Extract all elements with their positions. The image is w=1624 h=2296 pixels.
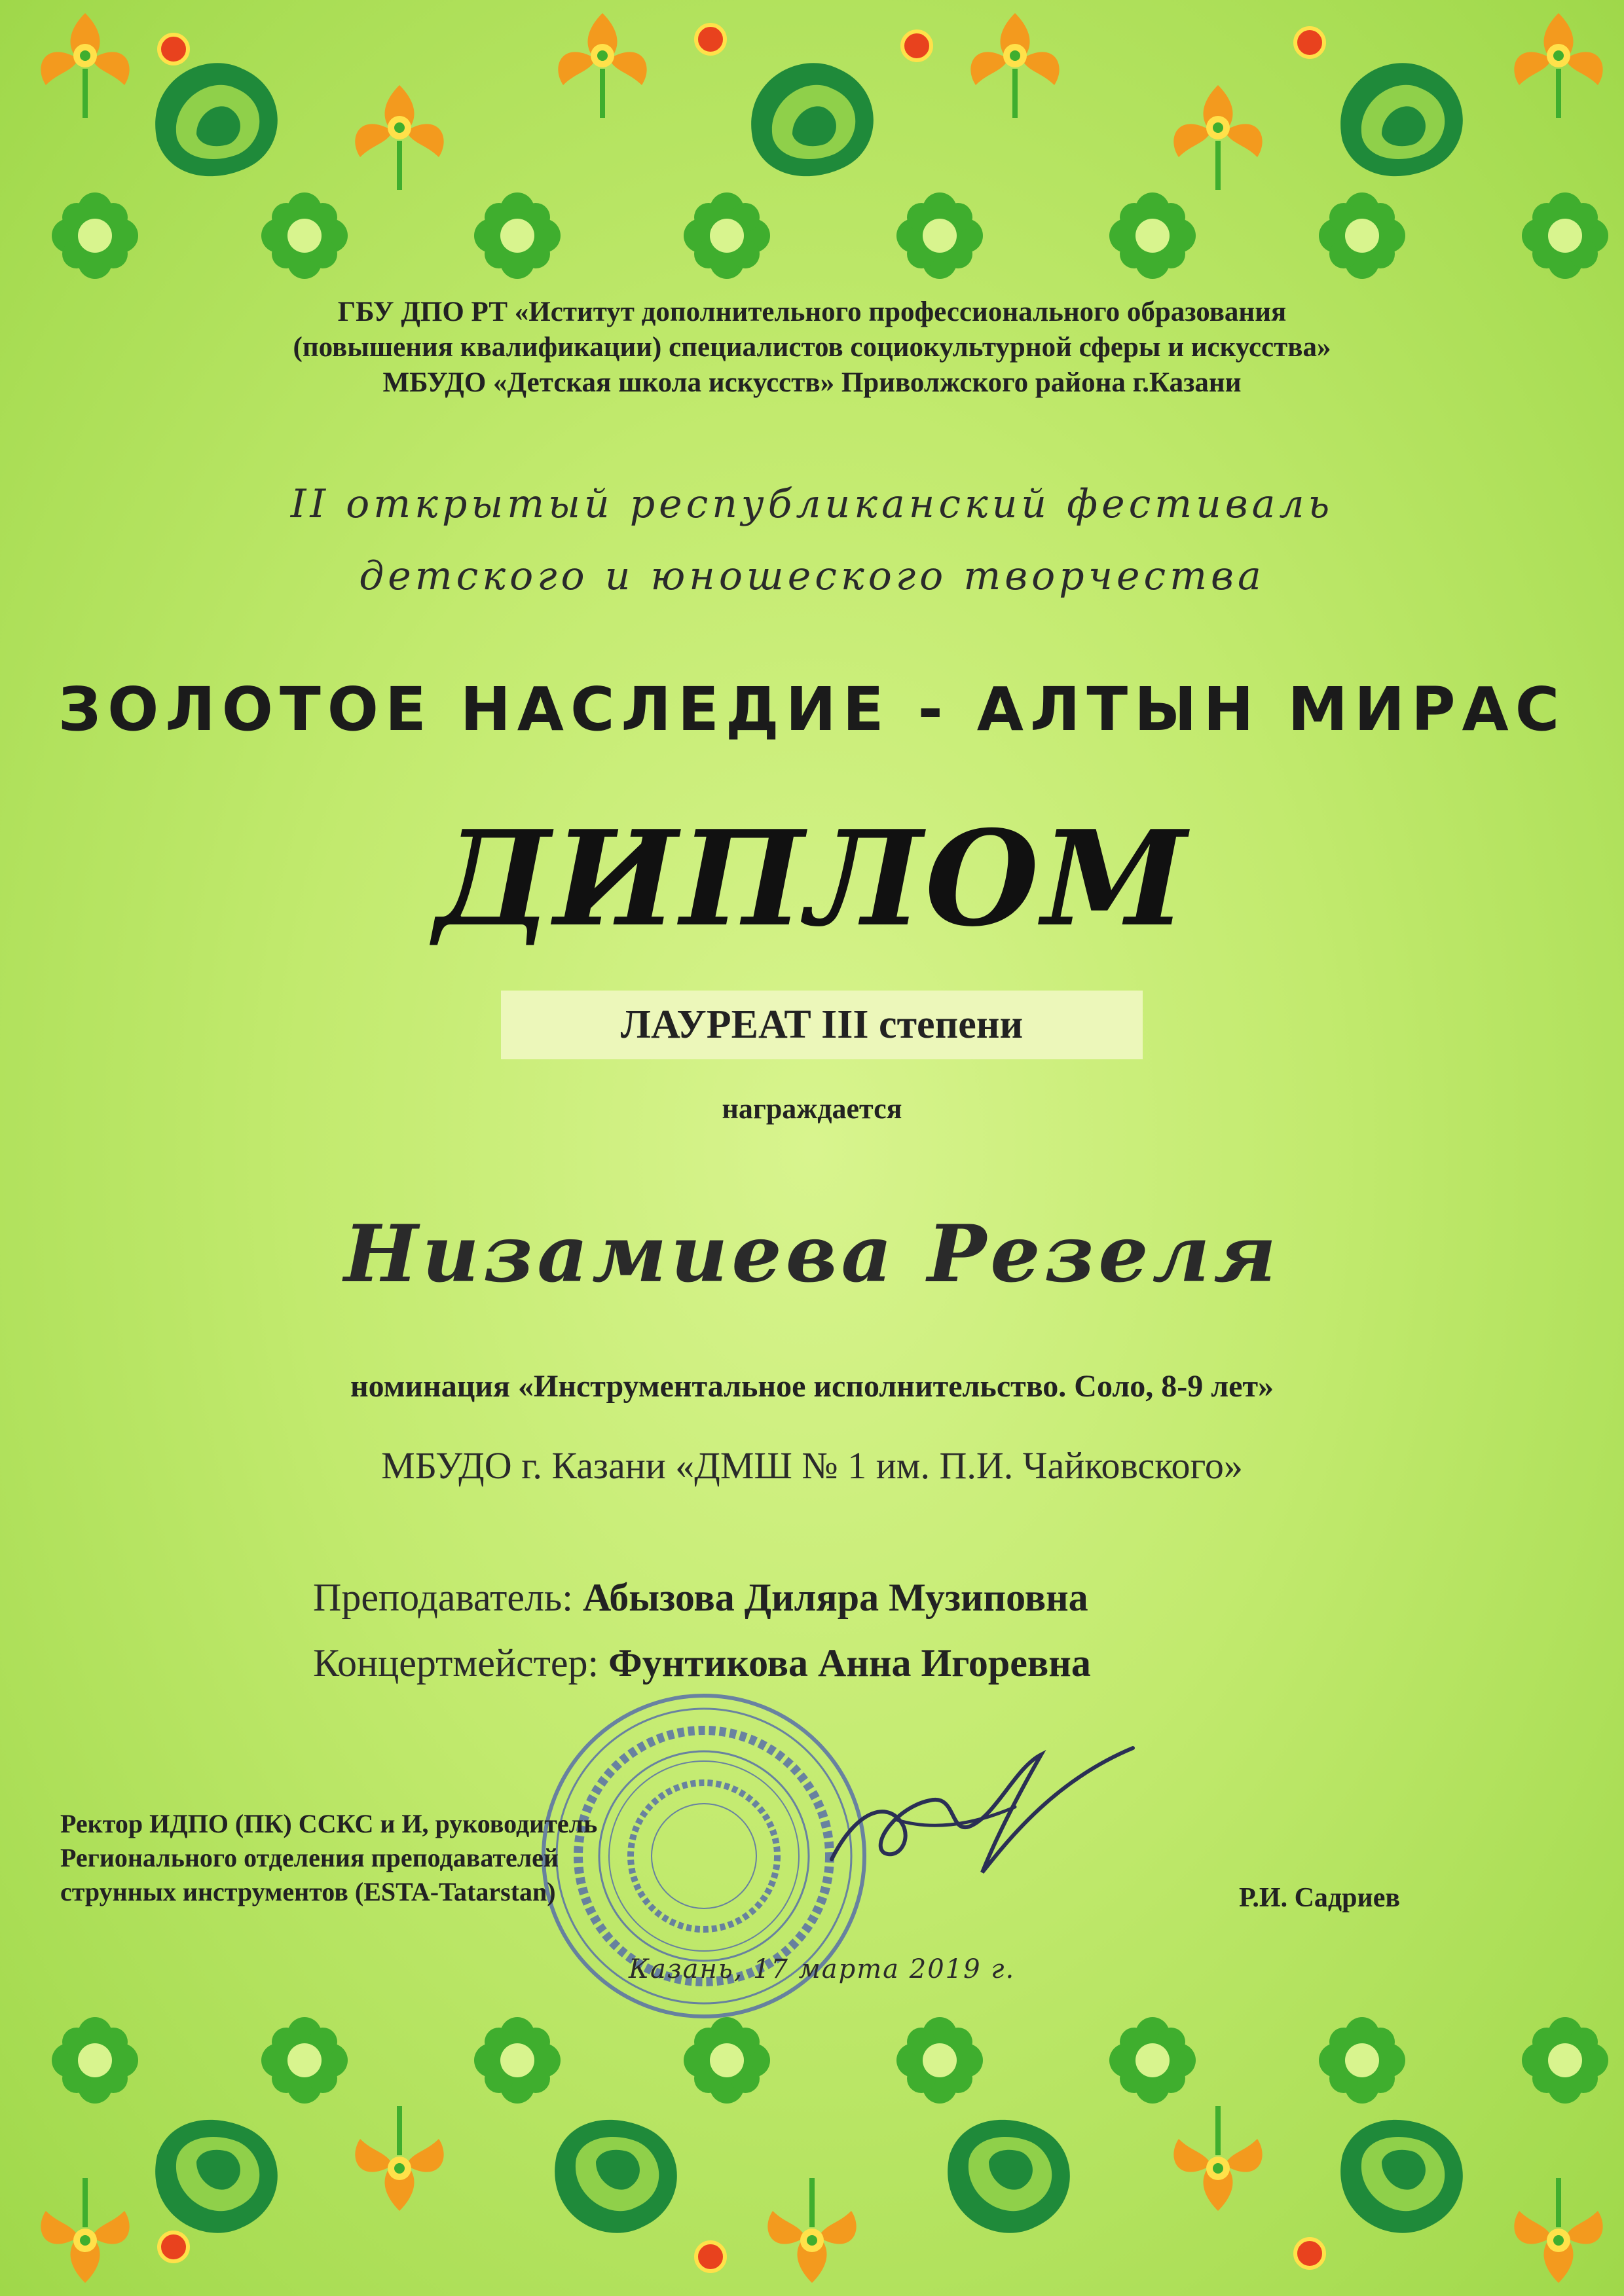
teacher-label: Преподаватель:	[313, 1576, 573, 1619]
recipient-name: Низамиева Резеля	[344, 1208, 1280, 1300]
degree-label: ЛАУРЕАТ III степени	[620, 1002, 1024, 1047]
organizer-line-1: ГБУ ДПО РТ «Иститут дополнительного профессионального образования	[337, 297, 1287, 327]
organizer-line-2: (повышения квалификации) специалистов социокультурной сферы и искусства»	[293, 332, 1331, 363]
top-floral-ornament-icon	[0, 0, 1624, 308]
awarded-label: награждается	[722, 1093, 902, 1125]
teacher-name: Абызова Диляра Музиповна	[582, 1576, 1088, 1619]
festival-name: ЗОЛОТОЕ НАСЛЕДИЕ - АЛТЫН МИРАС	[58, 674, 1566, 744]
nomination: номинация «Инструментальное исполнительство. Соло, 8-9 лет»	[350, 1369, 1274, 1404]
issue-date: Казань, 17 марта 2019 г.	[629, 1954, 1016, 1984]
rector-line-2: Регионального отделения преподавателей	[60, 1843, 559, 1872]
organizer-line-3: МБУДО «Детская школа искусств» Приволжского района г.Казани	[382, 367, 1242, 398]
accompanist-name: Фунтикова Анна Игоревна	[608, 1641, 1091, 1685]
signature-icon	[819, 1728, 1159, 1899]
staff-block	[313, 1565, 1091, 1696]
diploma-title: ДИПЛОМ	[434, 802, 1190, 956]
teacher-row	[313, 1565, 1091, 1630]
rector-line-3: струнных инструментов (ESTA-Tatarstan)	[60, 1877, 556, 1906]
festival-line-2: детского и юношеского творчества	[359, 553, 1265, 599]
school-name: МБУДО г. Казани «ДМШ № 1 им. П.И. Чайковского»	[381, 1444, 1243, 1487]
festival-line-1: II открытый республиканский фестиваль	[290, 481, 1334, 527]
rector-name: Р.И. Садриев	[1239, 1883, 1401, 1913]
degree-label-box	[501, 991, 1143, 1059]
bottom-floral-ornament-icon	[0, 1988, 1624, 2296]
festival-title	[0, 468, 1624, 612]
accompanist-label: Концертмейстер:	[313, 1641, 599, 1685]
organizers-block	[0, 295, 1624, 401]
rector-line-1: Ректор ИДПО (ПК) ССКС и И, руководитель	[60, 1809, 598, 1838]
rector-title	[60, 1807, 597, 1909]
